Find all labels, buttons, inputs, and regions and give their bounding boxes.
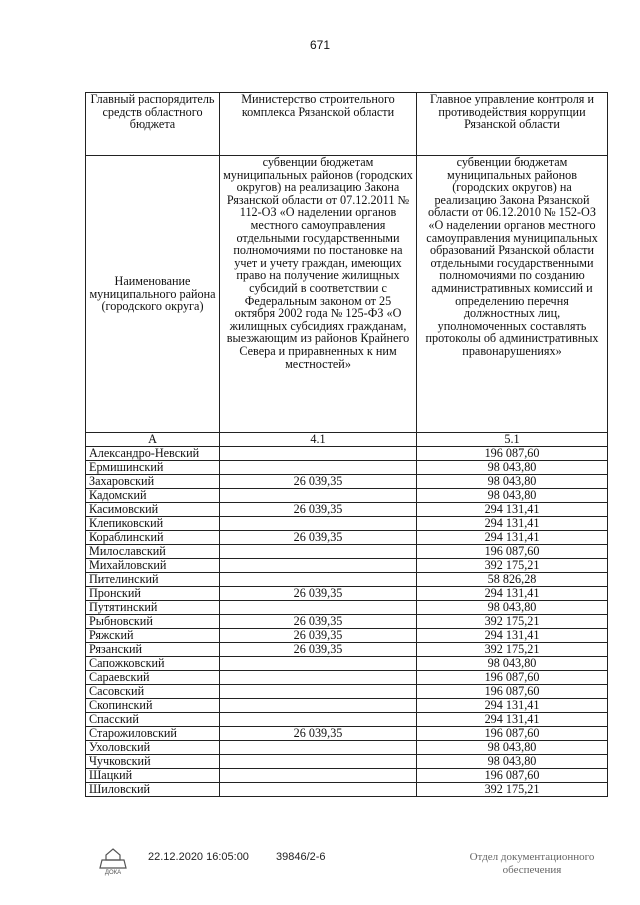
column-code-a: А (86, 433, 220, 447)
municipality-name: Старожиловский (86, 727, 220, 741)
table-row (86, 783, 608, 797)
value-4-1: 26 039,35 (220, 531, 417, 545)
value-4-1: 26 039,35 (220, 615, 417, 629)
municipality-name: Путятинский (86, 601, 220, 615)
table-row (86, 447, 608, 461)
municipality-name: Сапожковский (86, 657, 220, 671)
table-row (86, 573, 608, 587)
value-4-1 (220, 461, 417, 475)
stamp (452, 851, 612, 877)
value-5-1: 196 087,60 (417, 727, 608, 741)
subvention-description-5-1: субвенции бюджетам муниципальных районов (городских округов) на реализацию Закона Рязанской области от 06.12.2010 № 152-ОЗ «О наделении органов местного самоуправления муниципальных образований Рязанской области отдельными государственными полномочиями по созданию административных комиссий и определению перечня должностных лиц, уполномоченных составлять протоколы об административных правонарушениях» (417, 156, 608, 433)
municipality-name: Пителинский (86, 573, 220, 587)
header-anticorruption-department: Главное управление контроля и противодействия коррупции Рязанской области (417, 93, 608, 156)
stamp-line-1: Отдел документационного (469, 851, 595, 863)
column-code-5-1: 5.1 (417, 433, 608, 447)
column-code-row (86, 433, 608, 447)
value-4-1 (220, 699, 417, 713)
value-4-1 (220, 447, 417, 461)
table-row (86, 503, 608, 517)
table-description-row (86, 156, 608, 433)
municipality-name: Шацкий (86, 769, 220, 783)
table-row (86, 671, 608, 685)
value-5-1: 98 043,80 (417, 489, 608, 503)
footer-datetime: 22.12.2020 16:05:00 (148, 851, 249, 863)
value-4-1: 26 039,35 (220, 629, 417, 643)
value-5-1: 392 175,21 (417, 643, 608, 657)
value-5-1: 98 043,80 (417, 741, 608, 755)
value-4-1: 26 039,35 (220, 475, 417, 489)
value-5-1: 294 131,41 (417, 713, 608, 727)
municipality-name: Рыбновский (86, 615, 220, 629)
table-row (86, 727, 608, 741)
municipality-column-label: Наименование муниципального района (городского округа) (86, 156, 220, 433)
municipality-name: Александро-Невский (86, 447, 220, 461)
municipality-name: Ухоловский (86, 741, 220, 755)
table-row (86, 685, 608, 699)
municipality-name: Рязанский (86, 643, 220, 657)
value-4-1 (220, 489, 417, 503)
table-row (86, 545, 608, 559)
logo-text: ДОКА (104, 870, 122, 876)
value-5-1: 58 826,28 (417, 573, 608, 587)
value-5-1: 294 131,41 (417, 531, 608, 545)
municipality-name: Ермишинский (86, 461, 220, 475)
value-5-1: 294 131,41 (417, 503, 608, 517)
table-row (86, 489, 608, 503)
value-4-1 (220, 769, 417, 783)
table-row (86, 741, 608, 755)
table-row (86, 559, 608, 573)
table-row (86, 475, 608, 489)
value-5-1: 98 043,80 (417, 755, 608, 769)
value-5-1: 98 043,80 (417, 461, 608, 475)
municipality-name: Кораблинский (86, 531, 220, 545)
value-4-1 (220, 559, 417, 573)
municipality-name: Ряжский (86, 629, 220, 643)
municipality-name: Пронский (86, 587, 220, 601)
municipality-name: Шиловский (86, 783, 220, 797)
header-budget-manager: Главный распорядитель средств областного бюджета (86, 93, 220, 156)
municipality-name: Милославский (86, 545, 220, 559)
table-row (86, 461, 608, 475)
table-row (86, 629, 608, 643)
table-row (86, 615, 608, 629)
municipality-name: Кадомский (86, 489, 220, 503)
value-5-1: 196 087,60 (417, 671, 608, 685)
value-4-1: 26 039,35 (220, 727, 417, 741)
value-4-1 (220, 671, 417, 685)
value-5-1: 294 131,41 (417, 699, 608, 713)
value-4-1 (220, 573, 417, 587)
table-row (86, 755, 608, 769)
municipality-name: Михайловский (86, 559, 220, 573)
value-4-1 (220, 713, 417, 727)
table-header-row (86, 93, 608, 156)
column-code-4-1: 4.1 (220, 433, 417, 447)
value-5-1: 196 087,60 (417, 447, 608, 461)
value-5-1: 294 131,41 (417, 587, 608, 601)
value-4-1 (220, 657, 417, 671)
municipality-name: Скопинский (86, 699, 220, 713)
value-5-1: 98 043,80 (417, 657, 608, 671)
value-4-1 (220, 545, 417, 559)
table-row (86, 643, 608, 657)
table-row (86, 657, 608, 671)
value-4-1 (220, 517, 417, 531)
municipality-name: Спасский (86, 713, 220, 727)
table-row (86, 769, 608, 783)
value-5-1: 196 087,60 (417, 685, 608, 699)
municipality-name: Захаровский (86, 475, 220, 489)
table-row (86, 601, 608, 615)
value-5-1: 294 131,41 (417, 517, 608, 531)
municipality-name: Клепиковский (86, 517, 220, 531)
value-5-1: 392 175,21 (417, 559, 608, 573)
municipality-name: Сараевский (86, 671, 220, 685)
value-5-1: 196 087,60 (417, 769, 608, 783)
stamp-line-2: обеспечения (502, 864, 562, 876)
value-4-1 (220, 601, 417, 615)
value-4-1 (220, 783, 417, 797)
table-row (86, 713, 608, 727)
value-5-1: 392 175,21 (417, 615, 608, 629)
value-4-1: 26 039,35 (220, 643, 417, 657)
value-5-1: 98 043,80 (417, 601, 608, 615)
table-row (86, 587, 608, 601)
value-4-1 (220, 741, 417, 755)
page-number: 671 (309, 38, 331, 52)
footer-doc-number: 39846/2-6 (276, 851, 326, 863)
document-logo-icon (96, 846, 130, 876)
table-row (86, 699, 608, 713)
value-5-1: 392 175,21 (417, 783, 608, 797)
value-4-1 (220, 755, 417, 769)
municipality-name: Касимовский (86, 503, 220, 517)
value-4-1: 26 039,35 (220, 503, 417, 517)
value-4-1 (220, 685, 417, 699)
value-5-1: 294 131,41 (417, 629, 608, 643)
municipality-name: Чучковский (86, 755, 220, 769)
value-5-1: 196 087,60 (417, 545, 608, 559)
value-4-1: 26 039,35 (220, 587, 417, 601)
value-5-1: 98 043,80 (417, 475, 608, 489)
header-ministry-construction: Министерство строительного комплекса Рязанской области (220, 93, 417, 156)
subvention-description-4-1: субвенции бюджетам муниципальных районов (городских округов) на реализацию Закона Рязанской области от 07.12.2011 № 112-ОЗ «О наделении органов местного самоуправления отдельными государственными полномочиями по постановке на учет и учету граждан, имеющих право на получение жилищных субсидий в соответствии с Федеральным законом от 25 октября 2002 года № 125-ФЗ «О жилищных субсидиях гражданам, выезжающим из районов Крайнего Севера и приравненных к ним местностей» (220, 156, 417, 433)
table-row (86, 531, 608, 545)
municipality-name: Сасовский (86, 685, 220, 699)
table-row (86, 517, 608, 531)
subvention-table (85, 92, 608, 797)
